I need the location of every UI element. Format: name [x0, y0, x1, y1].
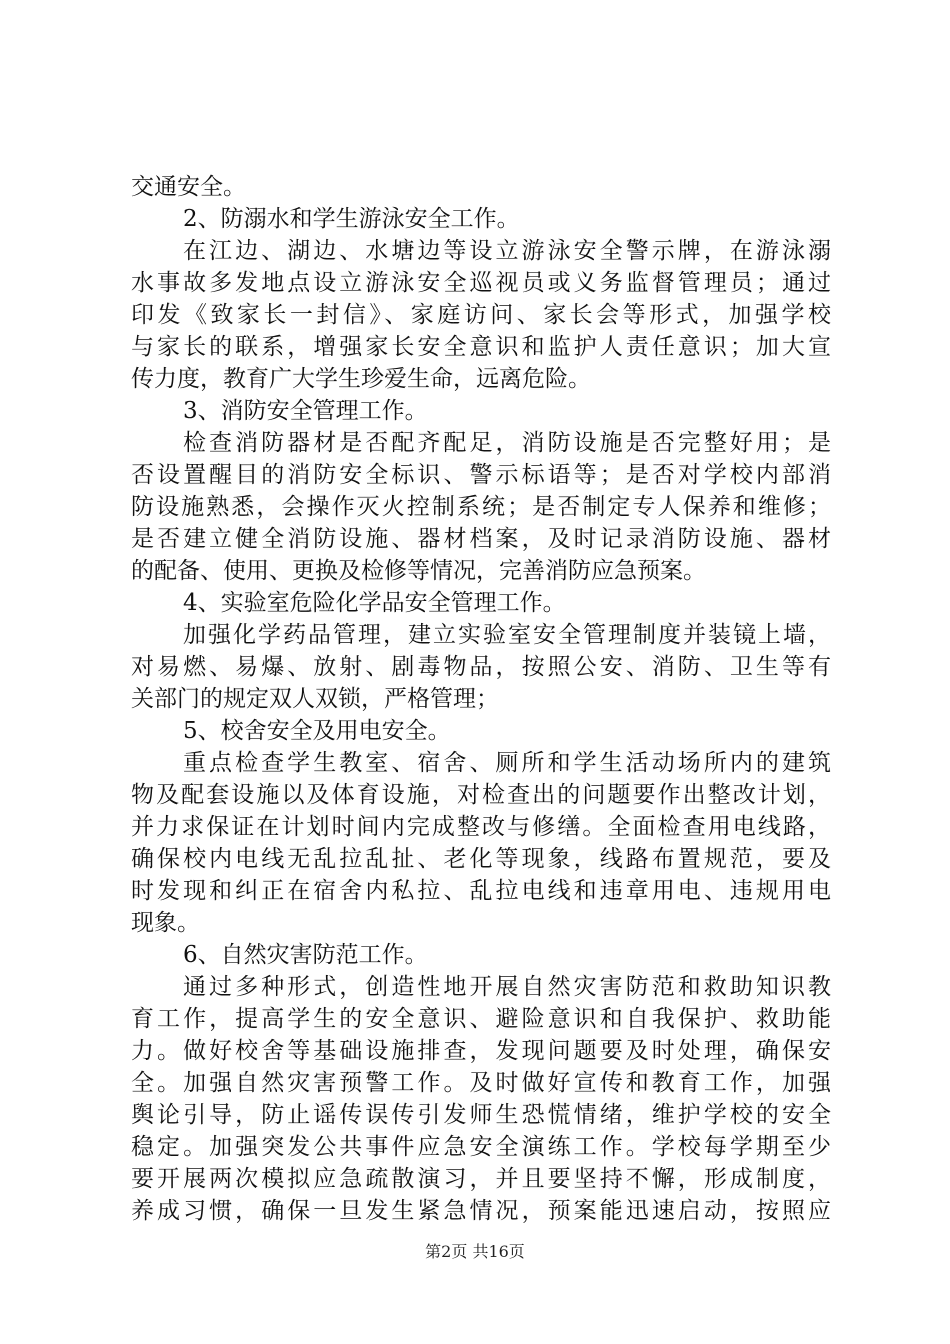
- text-line: 稳定。加强突发公共事件应急安全演练工作。学校每学期至少: [131, 1134, 831, 1160]
- text-line: 在江边、湖边、水塘边等设立游泳安全警示牌，在游泳溺: [183, 238, 831, 264]
- section-heading-6: 6、自然灾害防范工作。: [183, 942, 428, 968]
- section-heading-2: 2、防溺水和学生游泳安全工作。: [183, 206, 520, 232]
- text-line: 否设置醒目的消防安全标识、警示标语等；是否对学校内部消: [131, 462, 831, 488]
- text-line: 加强化学药品管理，建立实验室安全管理制度并装镜上墙，: [183, 622, 831, 648]
- text-line: 是否建立健全消防设施、器材档案，及时记录消防设施、器材: [131, 526, 831, 552]
- text-line: 确保校内电线无乱拉乱扯、老化等现象，线路布置规范，要及: [131, 846, 831, 872]
- text-line: 对易燃、易爆、放射、剧毒物品，按照公安、消防、卫生等有: [131, 654, 831, 680]
- text-line: 现象。: [131, 910, 200, 936]
- text-line: 物及配套设施以及体育设施，对检查出的问题要作出整改计划，: [131, 782, 831, 808]
- text-line: 检查消防器材是否配齐配足，消防设施是否完整好用；是: [183, 430, 831, 456]
- text-line: 防设施熟悉，会操作灭火控制系统；是否制定专人保养和维修；: [131, 494, 831, 520]
- section-heading-5: 5、校舍安全及用电安全。: [183, 718, 451, 744]
- page-number-footer: 第2页 共16页: [425, 1242, 525, 1261]
- text-line: 并力求保证在计划时间内完成整改与修缮。全面检查用电线路，: [131, 814, 831, 840]
- text-line: 时发现和纠正在宿舍内私拉、乱拉电线和违章用电、违规用电: [131, 878, 831, 904]
- text-line: 与家长的联系，增强家长安全意识和监护人责任意识；加大宣: [131, 334, 831, 360]
- text-line: 舆论引导，防止谣传误传引发师生恐慌情绪，维护学校的安全: [131, 1102, 831, 1128]
- text-line: 育工作，提高学生的安全意识、避险意识和自我保护、救助能: [131, 1006, 831, 1032]
- section-heading-4: 4、实验室危险化学品安全管理工作。: [183, 590, 566, 616]
- text-line: 力。做好校舍等基础设施排查，发现问题要及时处理，确保安: [131, 1038, 831, 1064]
- text-line: 养成习惯，确保一旦发生紧急情况，预案能迅速启动，按照应: [131, 1198, 831, 1224]
- text-line: 印发《致家长一封信》、家庭访问、家长会等形式，加强学校: [131, 302, 831, 328]
- text-line: 交通安全。: [131, 174, 246, 200]
- text-line: 水事故多发地点设立游泳安全巡视员或义务监督管理员；通过: [131, 270, 831, 296]
- text-line: 要开展两次模拟应急疏散演习，并且要坚持不懈，形成制度，: [131, 1166, 831, 1192]
- section-heading-3: 3、消防安全管理工作。: [183, 398, 428, 424]
- text-line: 关部门的规定双人双锁，严格管理；: [131, 686, 499, 712]
- text-line: 重点检查学生教室、宿舍、厕所和学生活动场所内的建筑: [183, 750, 831, 776]
- text-line: 传力度，教育广大学生珍爱生命，远离危险。: [131, 366, 591, 392]
- document-body: [131, 171, 831, 1227]
- text-line: 通过多种形式，创造性地开展自然灾害防范和救助知识教: [183, 974, 831, 1000]
- text-line: 全。加强自然灾害预警工作。及时做好宣传和教育工作，加强: [131, 1070, 831, 1096]
- text-line: 的配备、使用、更换及检修等情况，完善消防应急预案。: [131, 558, 706, 584]
